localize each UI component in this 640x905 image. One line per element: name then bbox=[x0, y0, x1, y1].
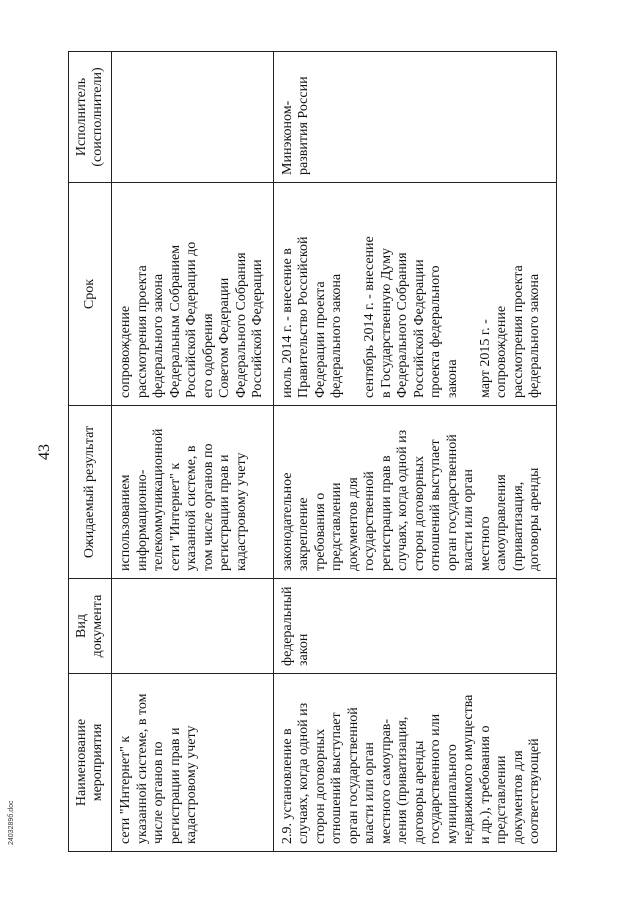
cell-doc-type: федеральный закон bbox=[273, 579, 556, 674]
cell-executor bbox=[112, 52, 274, 183]
cell-result: законодательное закрепление требования о представлении документов для государственной регистрации прав в случаях, когда одной из сторон договорных отношений выступает орган государственной власти или орган местного самоуправления (приватизация, договоры аренды bbox=[273, 406, 556, 579]
cell-term: июль 2014 г. - внесение в Правительство Российской Федерации проекта федерального закона сентябрь 2014 г. - внесение в Государственную Думу Федерального Собрания Российской Федерации проекта федерального закона март 2015 г. - сопровождение рассмотрения проекта федерального закона bbox=[273, 183, 556, 406]
document-file-code: 2403289б.doc bbox=[8, 800, 15, 845]
cell-executor: Минэконом- развития России bbox=[273, 52, 556, 183]
action-plan-table bbox=[68, 51, 557, 852]
column-header-name: Наименование мероприятия bbox=[69, 674, 112, 852]
table-row bbox=[273, 52, 556, 852]
cell-name: сети "Интернет" к указанной системе, в том числе органов по регистрации прав и кадастровому учету bbox=[112, 674, 274, 852]
column-header-executor: Исполнитель (соисполнители) bbox=[69, 52, 112, 183]
cell-result: использованием информационно- телекоммуникационной сети "Интернет" к указанной системе, в том числе органов по регистрации прав и кадастровому учету bbox=[112, 406, 274, 579]
column-header-doc-type: Вид документа bbox=[69, 579, 112, 674]
page-number: 43 bbox=[36, 444, 53, 460]
cell-name: 2.9. установление в случаях, когда одной из сторон договорных отношений выступает орган государственной власти или орган местного самоуправ- ления (приватизация, договоры аренды государственного или муниципального недвижимого имущества и др.), требования о представлении документов для соответствующей bbox=[273, 674, 556, 852]
column-header-result: Ожидаемый результат bbox=[69, 406, 112, 579]
rotated-sheet bbox=[30, 32, 610, 872]
cell-doc-type bbox=[112, 579, 274, 674]
table-row bbox=[112, 52, 274, 852]
table-header-row bbox=[69, 52, 112, 852]
cell-term: сопровождение рассмотрения проекта федерального закона Федеральным Собранием Российской Федерации до его одобрения Советом Федерации Федерального Собрания Российской Федерации bbox=[112, 183, 274, 406]
column-header-term: Срок bbox=[69, 183, 112, 406]
